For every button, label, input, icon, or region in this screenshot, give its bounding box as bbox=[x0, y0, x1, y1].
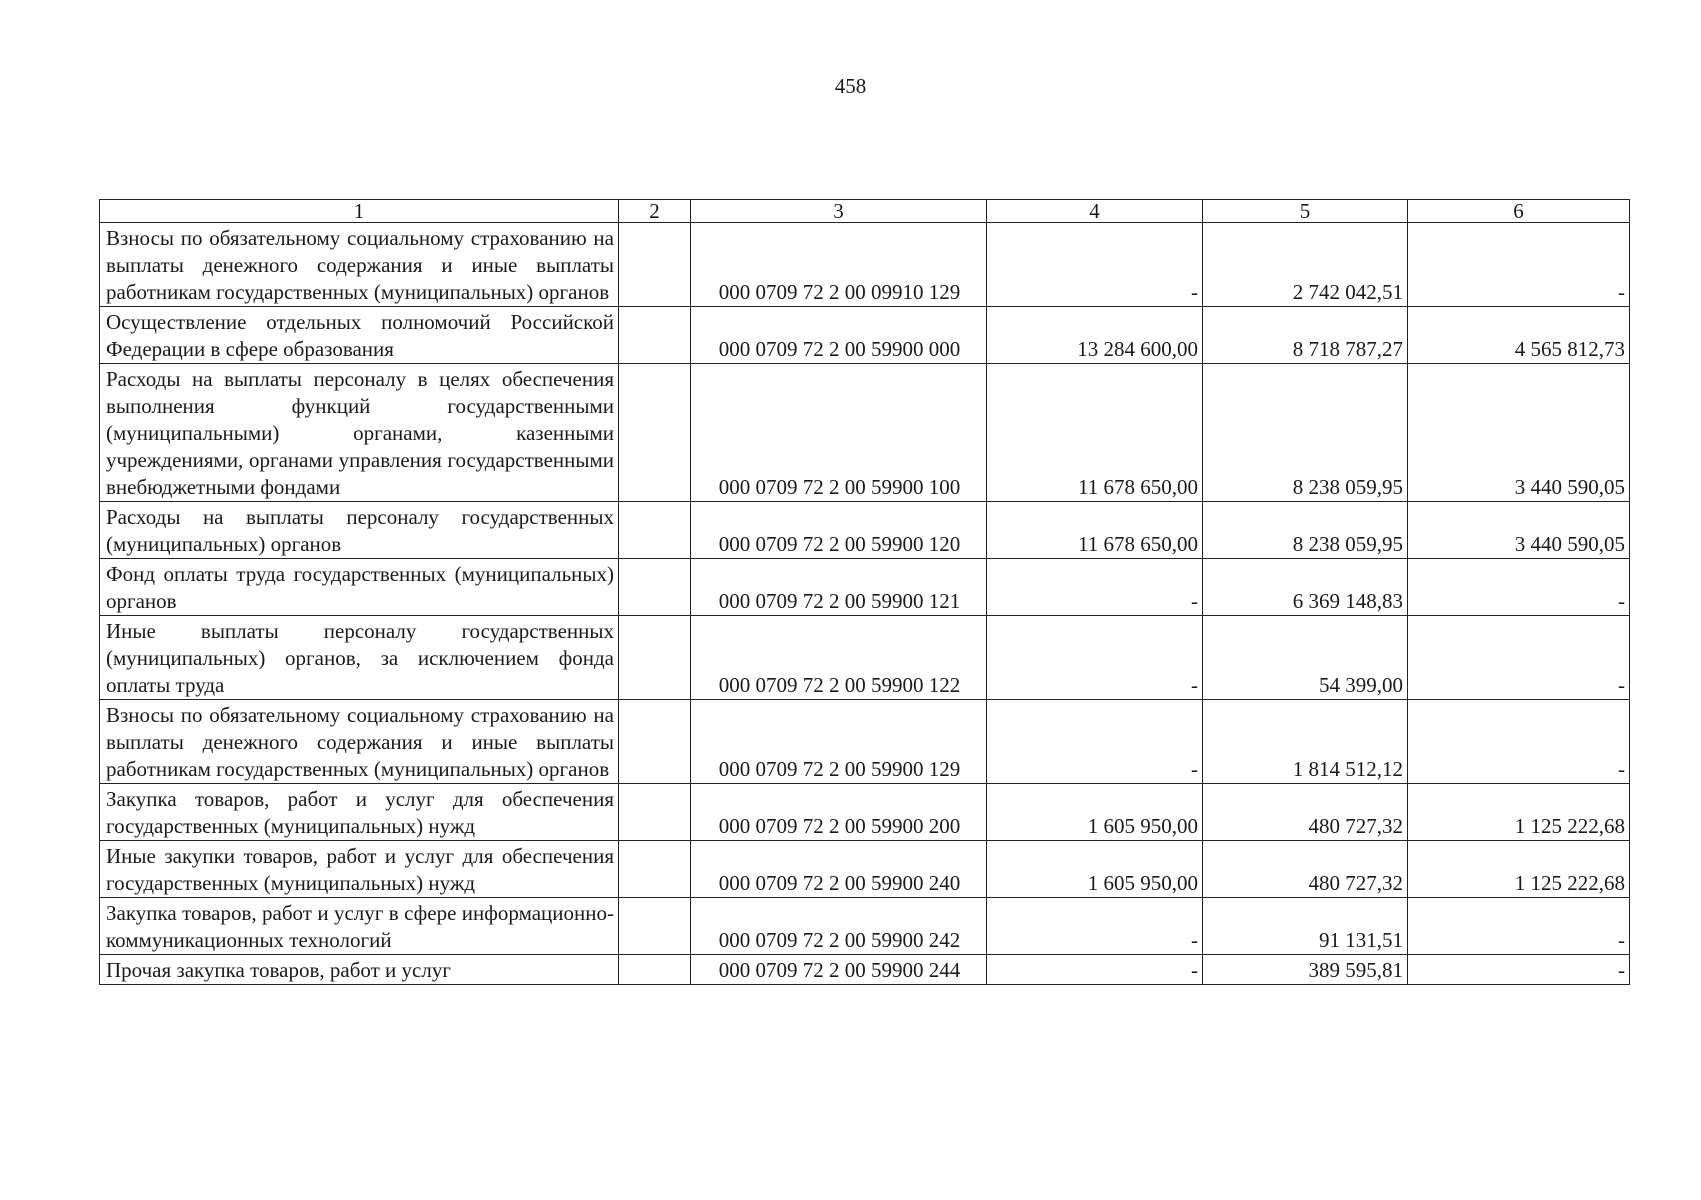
table-row bbox=[100, 502, 1630, 559]
header-col-4: 4 bbox=[987, 200, 1203, 223]
row-code: 000 0709 72 2 00 59900 100 bbox=[691, 364, 987, 502]
row-col5: 1 814 512,12 bbox=[1203, 700, 1408, 784]
row-col5: 54 399,00 bbox=[1203, 616, 1408, 700]
row-name: Закупка товаров, работ и услуг для обеспечения государственных (муниципальных) нужд bbox=[100, 784, 619, 841]
row-col4: - bbox=[987, 700, 1203, 784]
row-code: 000 0709 72 2 00 59900 000 bbox=[691, 307, 987, 364]
row-col2 bbox=[619, 784, 691, 841]
row-col5: 389 595,81 bbox=[1203, 955, 1408, 985]
row-col6: - bbox=[1408, 700, 1630, 784]
table-row bbox=[100, 784, 1630, 841]
row-code: 000 0709 72 2 00 59900 121 bbox=[691, 559, 987, 616]
row-col5: 480 727,32 bbox=[1203, 784, 1408, 841]
row-col6: 3 440 590,05 bbox=[1408, 364, 1630, 502]
row-col4: 1 605 950,00 bbox=[987, 841, 1203, 898]
row-code: 000 0709 72 2 00 59900 200 bbox=[691, 784, 987, 841]
header-col-3: 3 bbox=[691, 200, 987, 223]
table-row bbox=[100, 364, 1630, 502]
row-name: Закупка товаров, работ и услуг в сфере информационно-коммуникационных технологий bbox=[100, 898, 619, 955]
budget-execution-table bbox=[99, 199, 1630, 985]
row-col2 bbox=[619, 364, 691, 502]
table-row bbox=[100, 223, 1630, 307]
row-col4: - bbox=[987, 898, 1203, 955]
row-name: Фонд оплаты труда государственных (муниципальных) органов bbox=[100, 559, 619, 616]
row-col6: - bbox=[1408, 559, 1630, 616]
row-col2 bbox=[619, 700, 691, 784]
row-code: 000 0709 72 2 00 59900 122 bbox=[691, 616, 987, 700]
row-code: 000 0709 72 2 00 59900 120 bbox=[691, 502, 987, 559]
row-name: Осуществление отдельных полномочий Российской Федерации в сфере образования bbox=[100, 307, 619, 364]
row-col5: 2 742 042,51 bbox=[1203, 223, 1408, 307]
row-col6: 4 565 812,73 bbox=[1408, 307, 1630, 364]
row-name: Расходы на выплаты персоналу в целях обеспечения выполнения функций государственными (муниципальными) органами, казенными учреждениями, органами управления государственными внебюджетными фондами bbox=[100, 364, 619, 502]
row-col5: 480 727,32 bbox=[1203, 841, 1408, 898]
table-row bbox=[100, 955, 1630, 985]
row-col6: 3 440 590,05 bbox=[1408, 502, 1630, 559]
row-col4: 13 284 600,00 bbox=[987, 307, 1203, 364]
row-col2 bbox=[619, 307, 691, 364]
header-col-1: 1 bbox=[100, 200, 619, 223]
row-col5: 8 718 787,27 bbox=[1203, 307, 1408, 364]
row-col6: - bbox=[1408, 616, 1630, 700]
row-col4: 1 605 950,00 bbox=[987, 784, 1203, 841]
header-row bbox=[100, 200, 1630, 223]
row-col2 bbox=[619, 223, 691, 307]
table-row bbox=[100, 616, 1630, 700]
table-row bbox=[100, 700, 1630, 784]
row-name: Прочая закупка товаров, работ и услуг bbox=[100, 955, 619, 985]
row-name: Взносы по обязательному социальному страхованию на выплаты денежного содержания и иные выплаты работникам государственных (муниципальных) органов bbox=[100, 223, 619, 307]
row-code: 000 0709 72 2 00 59900 240 bbox=[691, 841, 987, 898]
row-col6: 1 125 222,68 bbox=[1408, 841, 1630, 898]
row-col2 bbox=[619, 559, 691, 616]
table-row bbox=[100, 307, 1630, 364]
header-col-2: 2 bbox=[619, 200, 691, 223]
row-col5: 91 131,51 bbox=[1203, 898, 1408, 955]
row-code: 000 0709 72 2 00 09910 129 bbox=[691, 223, 987, 307]
table-row bbox=[100, 898, 1630, 955]
header-col-5: 5 bbox=[1203, 200, 1408, 223]
page-number: 458 bbox=[834, 74, 867, 98]
table-row bbox=[100, 559, 1630, 616]
row-col4: - bbox=[987, 559, 1203, 616]
row-col6: - bbox=[1408, 223, 1630, 307]
row-col4: - bbox=[987, 616, 1203, 700]
row-col2 bbox=[619, 841, 691, 898]
row-code: 000 0709 72 2 00 59900 129 bbox=[691, 700, 987, 784]
table-row bbox=[100, 841, 1630, 898]
row-col6: 1 125 222,68 bbox=[1408, 784, 1630, 841]
row-name: Расходы на выплаты персоналу государственных (муниципальных) органов bbox=[100, 502, 619, 559]
row-code: 000 0709 72 2 00 59900 242 bbox=[691, 898, 987, 955]
row-col4: 11 678 650,00 bbox=[987, 364, 1203, 502]
row-code: 000 0709 72 2 00 59900 244 bbox=[691, 955, 987, 985]
row-col4: 11 678 650,00 bbox=[987, 502, 1203, 559]
row-name: Иные закупки товаров, работ и услуг для обеспечения государственных (муниципальных) нужд bbox=[100, 841, 619, 898]
row-col5: 8 238 059,95 bbox=[1203, 364, 1408, 502]
row-col4: - bbox=[987, 223, 1203, 307]
row-col2 bbox=[619, 955, 691, 985]
row-col4: - bbox=[987, 955, 1203, 985]
row-col5: 8 238 059,95 bbox=[1203, 502, 1408, 559]
row-col2 bbox=[619, 502, 691, 559]
header-col-6: 6 bbox=[1408, 200, 1630, 223]
row-name: Иные выплаты персоналу государственных (муниципальных) органов, за исключением фонда оплаты труда bbox=[100, 616, 619, 700]
row-name: Взносы по обязательному социальному страхованию на выплаты денежного содержания и иные выплаты работникам государственных (муниципальных) органов bbox=[100, 700, 619, 784]
row-col6: - bbox=[1408, 955, 1630, 985]
row-col2 bbox=[619, 898, 691, 955]
row-col2 bbox=[619, 616, 691, 700]
row-col5: 6 369 148,83 bbox=[1203, 559, 1408, 616]
row-col6: - bbox=[1408, 898, 1630, 955]
